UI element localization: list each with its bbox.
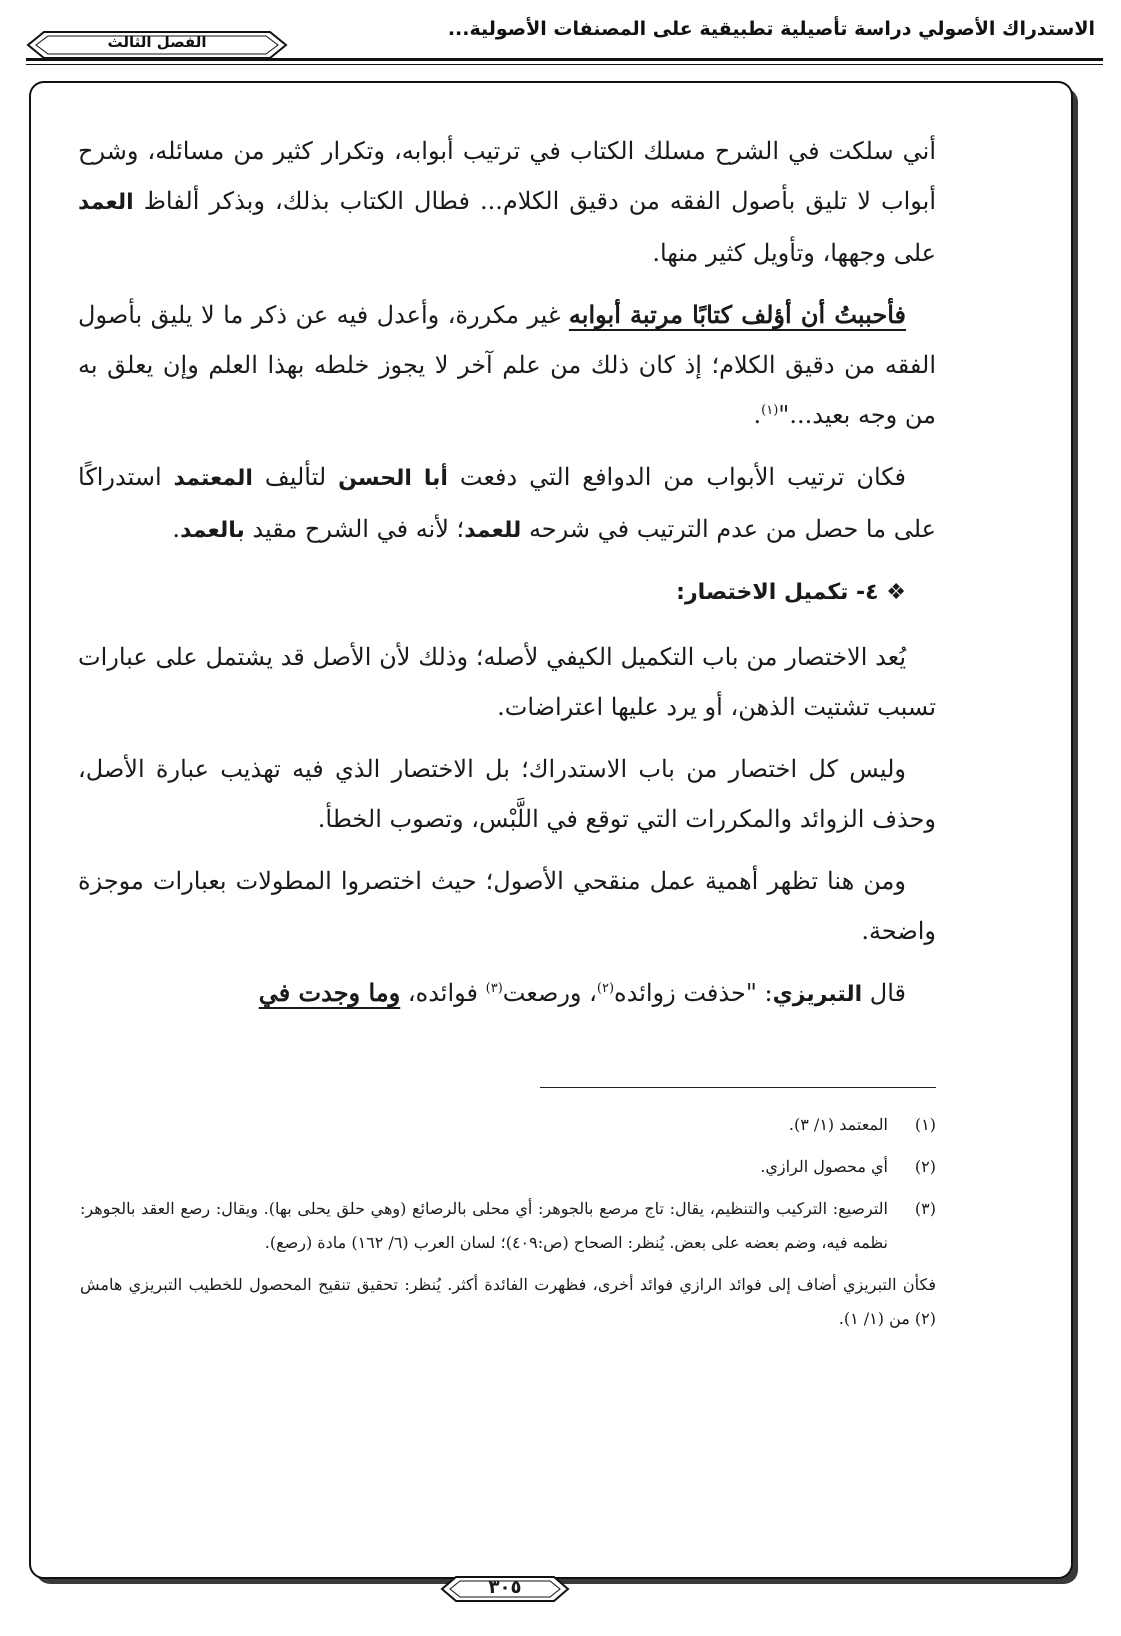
footnote (80, 1150, 936, 1184)
footnote-separator (540, 1087, 936, 1088)
page-header (0, 0, 1121, 70)
footnote (80, 1192, 936, 1260)
paragraph: ومن هنا تظهر أهمية عمل منقحي الأصول؛ حيث اختصروا المطولات بعبارات موجزة واضحة. (78, 867, 936, 945)
term-bold: التبريزي (772, 982, 863, 1007)
term-bold: العمد (78, 190, 134, 215)
footnote-number: (٢) (914, 1157, 936, 1176)
running-title: الاستدراك الأصولي دراسة تأصيلية تطبيقية على المصنفات الأصولية... (447, 18, 1095, 40)
chapter-label: الفصل الثالث (107, 33, 207, 51)
footnote (80, 1108, 936, 1142)
footnote-continuation: فكأن التبريزي أضاف إلى فوائد الرازي فوائد أخرى، فظهرت الفائدة أكثر. يُنظر: تحقيق تنقيح المحصول للخطيب التبريزي هامش (٢) من (١/ ١). (80, 1275, 936, 1328)
term-bold: المعتمد (173, 466, 253, 491)
term-bold: أبا الحسن (338, 466, 448, 491)
paragraph: وليس كل اختصار من باب الاستدراك؛ بل الاختصار الذي فيه تهذيب عبارة الأصل، وحذف الزوائد والمكررات التي توقع في اللَّبْس، وتصوب الخطأ. (78, 755, 936, 833)
footnote-number: (٣) (914, 1199, 936, 1218)
footnotes (80, 1108, 936, 1344)
chapter-tab (26, 30, 288, 60)
header-rule (26, 58, 1103, 61)
paragraph: قال التبريزي: "حذفت زوائده$^{(٢)}$، ورصعت$^{(٣)}$ فوائده، وما وجدت في (258, 978, 906, 1007)
footnote-ref: (٢) (596, 981, 615, 996)
footnote-ref: (١) (761, 403, 779, 418)
footnote-ref: (٣) (485, 981, 503, 996)
header-rule-thin (26, 64, 1103, 65)
page-number-tab (440, 1574, 570, 1604)
paragraph: فأحببتُ أن أؤلف كتابًا مرتبة أبوابه غير مكررة، وأعدل فيه عن ذكر ما لا يليق بأصول الفقه من دقيق الكلام؛ إذ كان ذلك من علم آخر لا يجوز خلطه بهذا العلم وإن يعلق به من وجه بعيد..."$^{(١)}$. (78, 300, 936, 429)
footnote-number: (١) (914, 1115, 936, 1134)
footnote-text: أي محصول الرازي. (760, 1157, 888, 1176)
footnote-text: المعتمد (١/ ٣). (788, 1115, 888, 1134)
term-bold: للعمد (464, 518, 522, 543)
footnote-text: الترصيع: التركيب والتنظيم، يقال: تاج مرصع بالجوهر: أي محلى بالرصائع (وهي حلق يحلى بها). ويقال: رصع العقد بالجوهر: نظمه فيه، وضم بعضه على بعض. يُنظر: الصحاح (ص:٤٠٩)؛ لسان العرب (٦/ ١٦٢) مادة (رصع). (80, 1199, 888, 1252)
paragraph: فكان ترتيب الأبواب من الدوافع التي دفعت أبا الحسن لتأليف المعتمد استدراكًا على ما حصل من عدم الترتيب في شرحه للعمد؛ لأنه في الشرح مقيد بالعمد. (78, 463, 936, 543)
underlined-text: وما وجدت في (258, 978, 401, 1007)
body-text (78, 126, 936, 1032)
paragraph: أني سلكت في الشرح مسلك الكتاب في ترتيب أبوابه، وتكرار كثير من مسائله، وشرح أبواب لا تليق بأصول الفقه من دقيق الكلام... فطال الكتاب بذلك، وبذكر ألفاظ العمد على وجهها، وتأويل كثير منها. (78, 137, 936, 267)
section-heading: ❖ ٤- تكميل الاختصار: (676, 580, 906, 605)
term-bold: بالعمد (180, 518, 245, 543)
page-number: ٣٠٥ (488, 1577, 522, 1598)
paragraph: يُعد الاختصار من باب التكميل الكيفي لأصله؛ وذلك لأن الأصل قد يشتمل على عبارات تسبب تشتيت الذهن، أو يرد عليها اعتراضات. (78, 643, 936, 721)
underlined-text: فأحببتُ أن أؤلف كتابًا مرتبة أبوابه (568, 300, 906, 329)
